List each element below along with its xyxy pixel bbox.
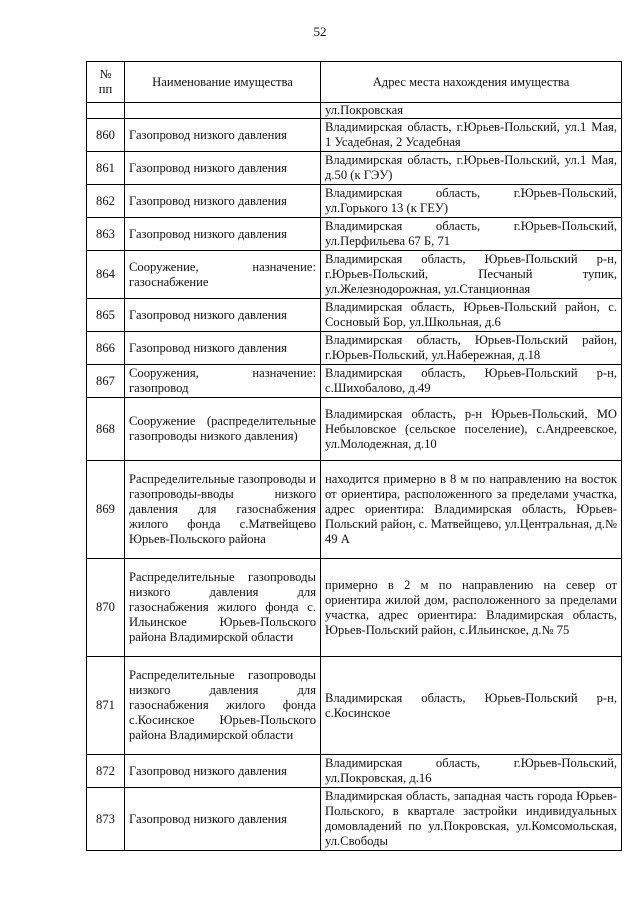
row-number-cell: 871 bbox=[87, 657, 125, 755]
property-name-cell: Газопровод низкого давления bbox=[125, 299, 321, 332]
property-name-cell: Газопровод низкого давления bbox=[125, 755, 321, 788]
address-cell: Владимирская область, западная часть города Юрьев-Польского, в квартале застройки индивидуальных домовладений по ул.Покровская, ул.Комсомольская, ул.Свободы bbox=[321, 788, 622, 851]
row-number-cell: 864 bbox=[87, 251, 125, 299]
page-number: 52 bbox=[313, 24, 327, 39]
property-name-cell: Газопровод низкого давления bbox=[125, 788, 321, 851]
row-number-cell: 862 bbox=[87, 185, 125, 218]
property-name-cell: Газопровод низкого давления bbox=[125, 152, 321, 185]
table-header bbox=[87, 62, 622, 103]
address-cell: Владимирская область, г.Юрьев-Польский, ул.1 Мая, 1 Усадебная, 2 Усадебная bbox=[321, 119, 622, 152]
property-name-cell: Газопровод низкого давления bbox=[125, 332, 321, 365]
continuation-num-cell bbox=[87, 103, 125, 119]
property-name-cell: Сооружения, назначение: газопровод bbox=[125, 365, 321, 398]
table-row bbox=[87, 299, 622, 332]
property-registry-table bbox=[86, 61, 622, 851]
table-row bbox=[87, 251, 622, 299]
address-cell: находится примерно в 8 м по направлению на восток от ориентира, расположенного за пределами участка, адрес ориентира: Владимирская область, Юрьев-Польский район, с. Матвейщево, ул.Центральная, д.№ 49 А bbox=[321, 461, 622, 559]
continuation-address-cell: ул.Покровская bbox=[321, 103, 622, 119]
property-name-cell: Распределительные газопроводы низкого давления для газоснабжения жилого фонда с.Косинское Юрьев-Польского района Владимирской области bbox=[125, 657, 321, 755]
address-cell: примерно в 2 м по направлению на север от ориентира жилой дом, расположенного за пределами участка, адрес ориентира: Владимирская область, Юрьев-Польский район, с.Ильинское, д.№ 75 bbox=[321, 559, 622, 657]
table-row bbox=[87, 559, 622, 657]
property-name-cell: Распределительные газопроводы низкого давления для газоснабжения жилого фонда с. Ильинское Юрьев-Польского района Владимирской области bbox=[125, 559, 321, 657]
continuation-name-cell bbox=[125, 103, 321, 119]
row-number-cell: 869 bbox=[87, 461, 125, 559]
property-name-cell: Распределительные газопроводы и газопроводы-вводы низкого давления для газоснабжения жилого фонда с.Матвейщево Юрьев-Польского района bbox=[125, 461, 321, 559]
row-number-cell: 872 bbox=[87, 755, 125, 788]
property-name-cell: Газопровод низкого давления bbox=[125, 119, 321, 152]
table-row bbox=[87, 788, 622, 851]
property-name-cell: Сооружение, назначение: газоснабжение bbox=[125, 251, 321, 299]
row-number-cell: 867 bbox=[87, 365, 125, 398]
table-row bbox=[87, 755, 622, 788]
table-row bbox=[87, 461, 622, 559]
row-number-cell: 865 bbox=[87, 299, 125, 332]
row-number-cell: 868 bbox=[87, 398, 125, 461]
table-row bbox=[87, 185, 622, 218]
address-cell: Владимирская область, г.Юрьев-Польский, ул.Покровская, д.16 bbox=[321, 755, 622, 788]
header-number: № пп bbox=[87, 62, 125, 103]
table-row bbox=[87, 119, 622, 152]
continuation-row bbox=[87, 103, 622, 119]
row-number-cell: 861 bbox=[87, 152, 125, 185]
header-address: Адрес места нахождения имущества bbox=[321, 62, 622, 103]
address-cell: Владимирская область, Юрьев-Польский район, с. Сосновый Бор, ул.Школьная, д.6 bbox=[321, 299, 622, 332]
property-name-cell: Газопровод низкого давления bbox=[125, 218, 321, 251]
table-row bbox=[87, 332, 622, 365]
table-row bbox=[87, 152, 622, 185]
address-cell: Владимирская область, г.Юрьев-Польский, ул.Перфильева 67 Б, 71 bbox=[321, 218, 622, 251]
row-number-cell: 860 bbox=[87, 119, 125, 152]
address-cell: Владимирская область, г.Юрьев-Польский, ул.Горького 13 (к ГЕУ) bbox=[321, 185, 622, 218]
table-row bbox=[87, 365, 622, 398]
address-cell: Владимирская область, Юрьев-Польский р-н, с.Шихобалово, д.49 bbox=[321, 365, 622, 398]
table-row bbox=[87, 657, 622, 755]
table-row bbox=[87, 398, 622, 461]
row-number-cell: 870 bbox=[87, 559, 125, 657]
address-cell: Владимирская область, Юрьев-Польский р-н, г.Юрьев-Польский, Песчаный тупик, ул.Железнодорожная, ул.Станционная bbox=[321, 251, 622, 299]
property-name-cell: Газопровод низкого давления bbox=[125, 185, 321, 218]
address-cell: Владимирская область, Юрьев-Польский район, г.Юрьев-Польский, ул.Набережная, д.18 bbox=[321, 332, 622, 365]
address-cell: Владимирская область, г.Юрьев-Польский, ул.1 Мая, д.50 (к ГЭУ) bbox=[321, 152, 622, 185]
property-name-cell: Сооружение (распределительные газопроводы низкого давления) bbox=[125, 398, 321, 461]
row-number-cell: 873 bbox=[87, 788, 125, 851]
row-number-cell: 866 bbox=[87, 332, 125, 365]
header-property-name: Наименование имущества bbox=[125, 62, 321, 103]
table-body bbox=[87, 103, 622, 851]
row-number-cell: 863 bbox=[87, 218, 125, 251]
table-row bbox=[87, 218, 622, 251]
address-cell: Владимирская область, р-н Юрьев-Польский, МО Небыловское (сельское поселение), с.Андреевское, ул.Молодежная, д.10 bbox=[321, 398, 622, 461]
address-cell: Владимирская область, Юрьев-Польский р-н, с.Косинское bbox=[321, 657, 622, 755]
